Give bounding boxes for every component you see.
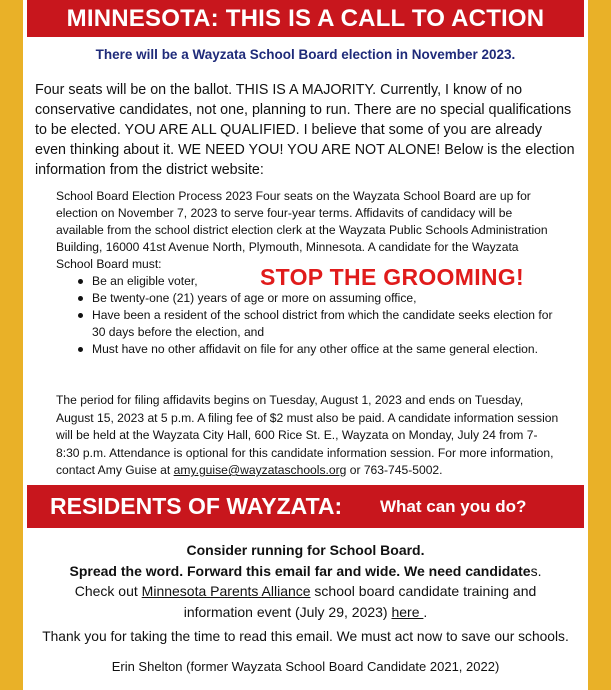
residents-subtitle: What can you do?	[380, 497, 527, 516]
stop-grooming-overlay: STOP THE GROOMING!	[260, 264, 524, 290]
contact-phone-text: or 763-745-5002.	[346, 463, 443, 477]
cta-line-spread	[23, 561, 588, 582]
cta-line-run: Consider running for School Board.	[186, 542, 425, 558]
header-banner	[27, 0, 584, 37]
cta-spread-end: s.	[530, 562, 542, 579]
filing-period-text: The period for filing affidavits begins on Tuesday, August 1, 2023 and ends on Tuesday, August 15, 2023 at 5 p.m. A filing fee of $2 must also be paid. A candidate information session will be held at the Wayzata City Hall, 600 Rice St. E., Wayzata on Monday, July 24 from 7-8:30 p.m. Attendance is optional for this candidate information session. For more information, contact Amy Guise at	[56, 393, 559, 477]
list-item: Must have no other affidavit on file for any other office at the same general election.	[78, 341, 556, 358]
residents-banner	[27, 485, 584, 528]
signature: Erin Shelton (former Wayzata School Board Candidate 2021, 2022)	[111, 659, 500, 674]
cta-line-checkout	[23, 581, 588, 602]
election-subtitle: There will be a Wayzata School Board election in November 2023.	[95, 47, 516, 62]
cta-event-pre: information event (July 29, 2023)	[183, 603, 392, 620]
list-item: Be an eligible voter,	[78, 273, 556, 290]
here-link[interactable]: here	[391, 603, 424, 620]
cta-checkout-post: school board candidate training and	[310, 583, 537, 599]
cta-spread-bold: Spread the word. Forward this email far and wide. We need candidate	[69, 562, 531, 579]
cta-line-event	[23, 602, 588, 623]
thanks-text: Thank you for taking the time to read this email. We must act now to save our schools.	[42, 629, 569, 644]
residents-title: RESIDENTS OF WAYZATA:	[50, 493, 343, 519]
header-title: MINNESOTA: THIS IS A CALL TO ACTION	[66, 5, 545, 32]
filing-period-paragraph	[56, 392, 561, 480]
cta-checkout-pre: Check out	[74, 583, 142, 599]
list-item: Be twenty-one (21) years of age or more on assuming office,	[78, 290, 556, 307]
process-paragraph: School Board Election Process 2023 Four seats on the Wayzata School Board are up for election on November 7, 2023 to serve four-year terms. Affidavits of candidacy will be available from the school district election clerk at the Wayzata Public Schools Administration Building, 16000 41st Avenue North, Plymouth, Minnesota. A candidate for the Wayzata School Board must:	[56, 189, 548, 271]
mpa-link[interactable]: Minnesota Parents Alliance	[141, 583, 311, 599]
intro-paragraph: Four seats will be on the ballot. THIS IS A MAJORITY. Currently, I know of no conservative candidates, not one, planning to run. There are no special qualifications to be elected. YOU ARE ALL QUALIFIED. I believe that some of you are already even thinking about it. WE NEED YOU! YOU ARE NOT ALONE! Below is the election information from the district website:	[35, 82, 575, 178]
list-item: Have been a resident of the school district from which the candidate seeks election for 30 days before the election, and	[78, 307, 556, 341]
cta-event-post: .	[423, 603, 428, 620]
contact-email-link[interactable]: amy.guise@wayzataschools.org	[173, 463, 347, 477]
call-to-action-block	[23, 540, 588, 622]
